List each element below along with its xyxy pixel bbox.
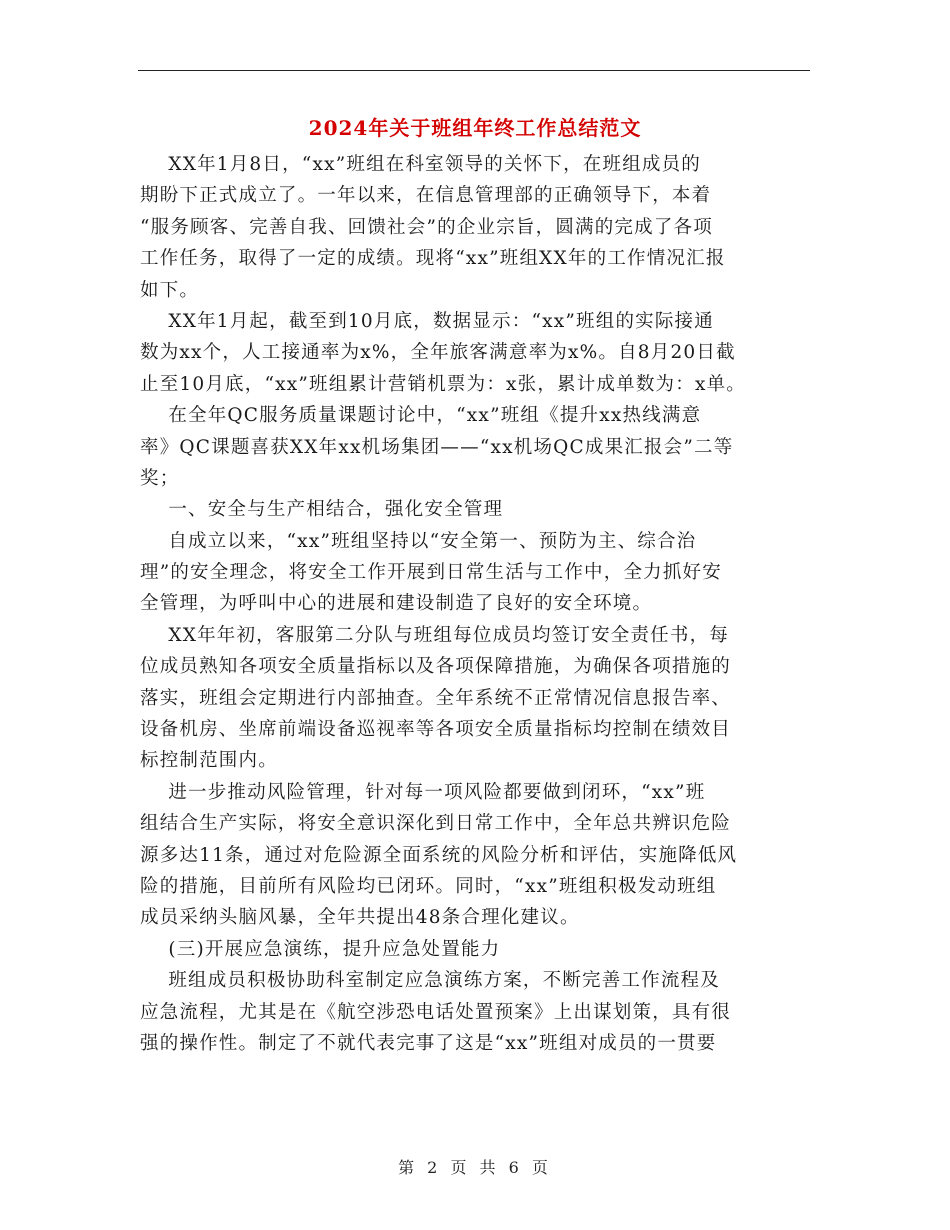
text-line: 全管理，为呼叫中心的进展和建设制造了良好的安全环境。 [140, 593, 653, 615]
text-line: 在全年QC服务质量课题讨论中，“xx”班组《提升xx热线满意 [140, 405, 702, 427]
text-line: XX年年初，客服第二分队与班组每位成员均签订安全责任书，每 [140, 624, 729, 646]
text-line: 期盼下正式成立了。一年以来，在信息管理部的正确领导下，本着 [140, 185, 712, 207]
text-line: 止至10月底，“xx”班组累计营销机票为：x张，累计成单数为：x单。 [140, 373, 746, 395]
text-line: 奖； [140, 467, 180, 489]
page-footer: 第 2 页 共 6 页 [398, 1158, 552, 1177]
text-line: 强的操作性。制定了不就代表完事了这是“xx”班组对成员的一贯要 [140, 1032, 717, 1054]
text-line: XX年1月起，截至到10月底，数据显示：“xx”班组的实际接通 [140, 310, 714, 332]
text-line: 理”的安全理念，将安全工作开展到日常生活与工作中，全力抓好安 [140, 562, 722, 584]
text-line: 班组成员积极协助科室制定应急演练方案，不断完善工作流程及 [140, 970, 720, 992]
text-line: 标控制范围内。 [140, 750, 278, 772]
text-line: 险的措施，目前所有风险均已闭环。同时，“xx”班组积极发动班组 [140, 875, 717, 897]
text-line: 落实，班组会定期进行内部抽查。全年系统不正常情况信息报告率、 [140, 687, 732, 709]
document-title: 2024年关于班组年终工作总结范文 [308, 116, 642, 140]
text-line: 源多达11条，通过对危险源全面系统的风险分析和评估，实施降低风 [140, 844, 738, 866]
text-line: XX年1月8日，“xx”班组在科室领导的关怀下，在班组成员的 [140, 154, 701, 175]
document-body [140, 149, 820, 1059]
text-line: 进一步推动风险管理，针对每一项风险都要做到闭环，“xx”班 [140, 781, 706, 803]
text-line: 应急流程，尤其是在《航空涉恐电话处置预案》上出谋划策，具有很 [140, 1001, 732, 1023]
text-line: 组结合生产实际，将安全意识深化到日常工作中，全年总共辨识危险 [140, 813, 732, 835]
header-rule [138, 70, 810, 71]
text-line: 位成员熟知各项安全质量指标以及各项保障措施，为确保各项措施的 [140, 656, 732, 678]
text-line: 自成立以来，“xx”班组坚持以“安全第一、预防为主、综合治 [140, 530, 697, 552]
text-line: 一、安全与生产相结合，强化安全管理 [140, 499, 504, 521]
text-line: 成员采纳头脑风暴，全年共提出48条合理化建议。 [140, 907, 580, 929]
text-line: 设备机房、坐席前端设备巡视率等各项安全质量指标均控制在绩效目 [140, 719, 732, 741]
text-line: 率》QC课题喜获XX年xx机场集团——“xx机场QC成果汇报会”二等 [140, 436, 734, 458]
text-line: (三)开展应急演练，提升应急处置能力 [140, 938, 501, 960]
text-line: 如下。 [140, 279, 200, 301]
text-line: 工作任务，取得了一定的成绩。现将“xx”班组XX年的工作情况汇报 [140, 248, 726, 270]
text-line: 数为xx个，人工接通率为x%，全年旅客满意率为x%。自8月20日截 [140, 342, 736, 364]
text-line: “服务顾客、完善自我、回馈社会”的企业宗旨，圆满的完成了各项 [140, 216, 713, 238]
